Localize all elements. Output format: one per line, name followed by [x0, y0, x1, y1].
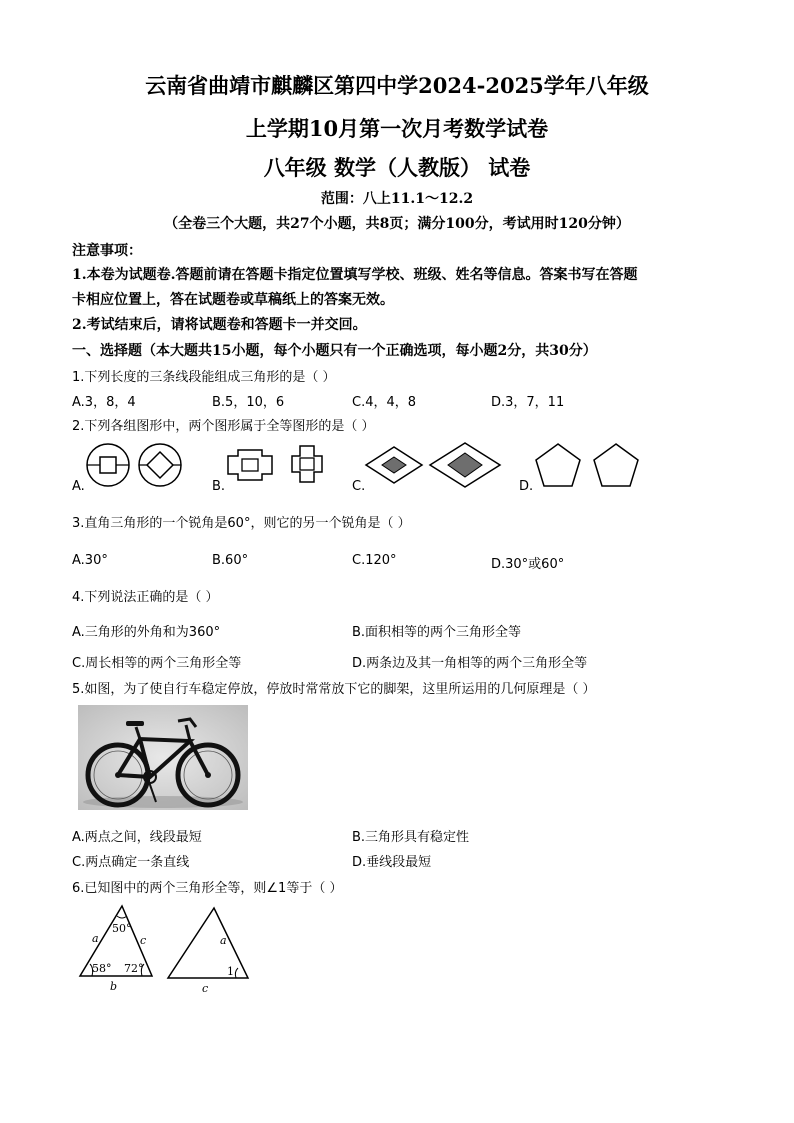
pentagon-icon [535, 442, 641, 490]
question-4-option-a: A.三角形的外角和为360° [72, 625, 221, 640]
notice-item-2: 2.考试结束后，请将试题卷和答题卡一并交回。 [72, 317, 367, 333]
notice-item-1-line-2: 卡相应位置上，答在试题卷或草稿纸上的答案无效。 [72, 292, 394, 308]
question-2-option-a: A. [72, 479, 85, 494]
question-1-option-a: A.3，8，4 [72, 395, 136, 410]
angle-right-label: 72° [124, 962, 144, 975]
question-4-option-c: C.周长相等的两个三角形全等 [72, 656, 242, 671]
angle-left-label: 58° [92, 962, 112, 975]
notice-item-1-line-1: 1.本卷为试题卷.答题前请在答题卡指定位置填写学校、班级、姓名等信息。答案书写在答题 [72, 267, 638, 283]
question-3-stem: 3.直角三角形的一个锐角是60°，则它的另一个锐角是（ ） [72, 516, 411, 531]
question-1-option-d: D.3，7，11 [491, 395, 565, 410]
angle-1-label: 1 [227, 965, 234, 978]
notice-heading: 注意事项： [72, 243, 142, 259]
side-a-label-right: a [220, 934, 227, 947]
section-1-heading: 一、选择题（本大题共15小题，每个小题只有一个正确选项，每小题2分，共30分） [72, 343, 597, 359]
question-6-stem: 6.已知图中的两个三角形全等，则∠1等于（ ） [72, 881, 343, 896]
question-5-option-b: B.三角形具有稳定性 [352, 830, 470, 845]
side-b-label: b [110, 980, 118, 993]
question-1-option-c: C.4，4，8 [352, 395, 417, 410]
question-2-stem: 2.下列各组图形中，两个图形属于全等图形的是（ ） [72, 419, 375, 434]
bicycle-image [78, 705, 248, 810]
question-3-option-c: C.120° [352, 553, 397, 568]
question-1-stem: 1.下列长度的三条线段能组成三角形的是（ ） [72, 370, 336, 385]
side-c-label-right: c [202, 982, 209, 995]
cross-shape-icon [226, 446, 330, 488]
title-line-2: 上学期10月第一次月考数学试卷 [245, 116, 549, 141]
question-4-option-b: B.面积相等的两个三角形全等 [352, 625, 522, 640]
congruent-triangles-figure [72, 902, 262, 997]
angle-top-label: 50° [112, 922, 132, 935]
circle-square-icon [86, 440, 186, 492]
exam-scope: 范围：八上11.1～12.2 [320, 191, 474, 207]
side-a-label-left: a [92, 932, 99, 945]
question-3-option-b: B.60° [212, 553, 249, 568]
question-2-option-b: B. [212, 479, 226, 494]
question-4-option-d: D.两条边及其一角相等的两个三角形全等 [352, 656, 588, 671]
title-line-3: 八年级 数学（人教版） 试卷 [263, 155, 531, 180]
question-4-stem: 4.下列说法正确的是（ ） [72, 590, 219, 605]
question-5-option-d: D.垂线段最短 [352, 855, 432, 870]
question-3-option-a: A.30° [72, 553, 108, 568]
question-5-option-c: C.两点确定一条直线 [72, 855, 190, 870]
title-line-1: 云南省曲靖市麒麟区第四中学2024-2025学年八年级 [145, 73, 649, 98]
question-2-option-c: C. [352, 479, 366, 494]
nested-rhombus-icon [366, 443, 504, 487]
side-c-label-left: c [140, 934, 147, 947]
question-5-option-a: A.两点之间，线段最短 [72, 830, 202, 845]
question-2-option-d: D. [519, 479, 534, 494]
question-1-option-b: B.5，10，6 [212, 395, 285, 410]
question-5-stem: 5.如图，为了使自行车稳定停放，停放时常常放下它的脚架，这里所运用的几何原理是（ ） [72, 682, 596, 697]
exam-info: （全卷三个大题，共27个小题，共8页；满分100分，考试用时120分钟） [164, 216, 630, 232]
question-3-option-d: D.30°或60° [491, 557, 565, 572]
